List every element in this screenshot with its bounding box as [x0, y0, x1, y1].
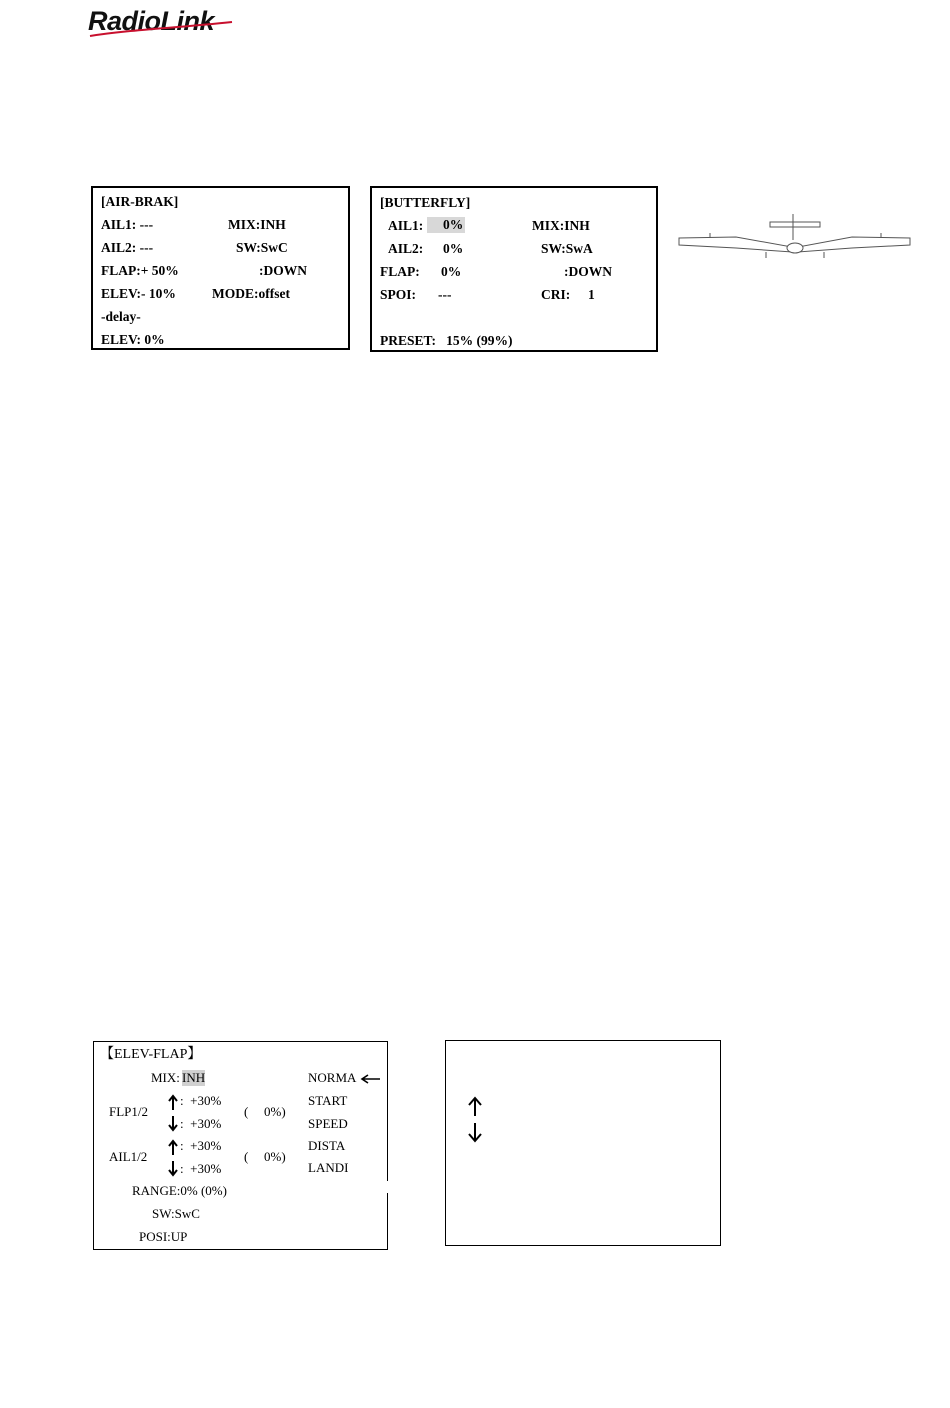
butterfly-title: [BUTTERFLY] [380, 195, 471, 210]
ail-down-value: : +30% [180, 1161, 222, 1176]
arrow-up-icon [167, 1094, 179, 1110]
elev-flap-screen [93, 1041, 388, 1250]
cri-label: CRI: [541, 287, 571, 302]
glider-diagram-icon [674, 200, 914, 290]
spoi-label: SPOI: [380, 287, 417, 302]
radiolink-logo-swoosh [86, 8, 236, 42]
blank-screen [445, 1040, 721, 1246]
condition-item[interactable]: SPEED [308, 1116, 348, 1131]
arrow-down-icon [467, 1123, 483, 1143]
ail-up-value: : +30% [180, 1138, 222, 1153]
preset-row: PRESET: 15% (99%) [380, 333, 513, 348]
flp-paren-value: 0%) [264, 1104, 286, 1119]
ail-paren-open: ( [244, 1149, 249, 1164]
flp-down-value: : +30% [180, 1116, 222, 1131]
arrow-down-icon [167, 1116, 179, 1132]
butterfly-screen [370, 186, 658, 352]
flap-value: 0% [441, 264, 462, 279]
arrow-left-icon [360, 1073, 380, 1085]
switch-position: :DOWN [564, 264, 612, 279]
switch-setting: SW:SwA [541, 241, 593, 256]
flp-up-value: : +30% [180, 1093, 222, 1108]
brand-name: RadioLink [88, 6, 215, 36]
arrow-down-icon [167, 1161, 179, 1177]
delay-label: -delay- [101, 309, 141, 324]
flp-label: FLP1/2 [109, 1104, 149, 1119]
mix-value[interactable]: INH [182, 1070, 206, 1085]
arrow-up-icon [167, 1139, 179, 1155]
position-setting: POSI:UP [139, 1229, 188, 1244]
mix-status: MIX:INH [532, 218, 590, 233]
flap-row: FLAP:+ 50% [101, 263, 179, 278]
condition-item[interactable]: NORMA [308, 1070, 357, 1085]
ail-label: AIL1/2 [109, 1149, 148, 1164]
mix-status: MIX:INH [228, 217, 286, 232]
switch-setting: SW:SwC [152, 1206, 200, 1221]
border-gap [385, 1181, 389, 1193]
spoi-value: --- [438, 287, 452, 302]
elev-flap-title: 【ELEV-FLAP】 [100, 1047, 202, 1062]
elev-row: ELEV:- 10% [101, 286, 176, 301]
air-brake-title: [AIR-BRAK] [101, 194, 179, 209]
ail2-row: AIL2: --- [101, 240, 154, 255]
ail2-label: AIL2: [388, 241, 424, 256]
ail1-label: AIL1: [388, 218, 424, 233]
ail2-value: 0% [443, 241, 464, 256]
air-brake-screen [91, 186, 350, 350]
range-row: RANGE:0% (0%) [132, 1183, 227, 1198]
mode-setting: MODE:offset [212, 286, 290, 301]
flap-label: FLAP: [380, 264, 420, 279]
flp-paren-open: ( [244, 1104, 249, 1119]
mix-label: MIX: [151, 1070, 180, 1085]
condition-item[interactable]: LANDI [308, 1160, 349, 1175]
cri-value: 1 [588, 287, 595, 302]
ail1-value[interactable]: 0% [427, 217, 465, 233]
ail1-row: AIL1: --- [101, 217, 154, 232]
condition-item[interactable]: DISTA [308, 1138, 346, 1153]
elev-delay-row: ELEV: 0% [101, 332, 165, 347]
switch-position: :DOWN [259, 263, 307, 278]
ail-paren-value: 0%) [264, 1149, 286, 1164]
arrow-up-icon [467, 1096, 483, 1116]
condition-item[interactable]: START [308, 1093, 348, 1108]
switch-setting: SW:SwC [236, 240, 288, 255]
